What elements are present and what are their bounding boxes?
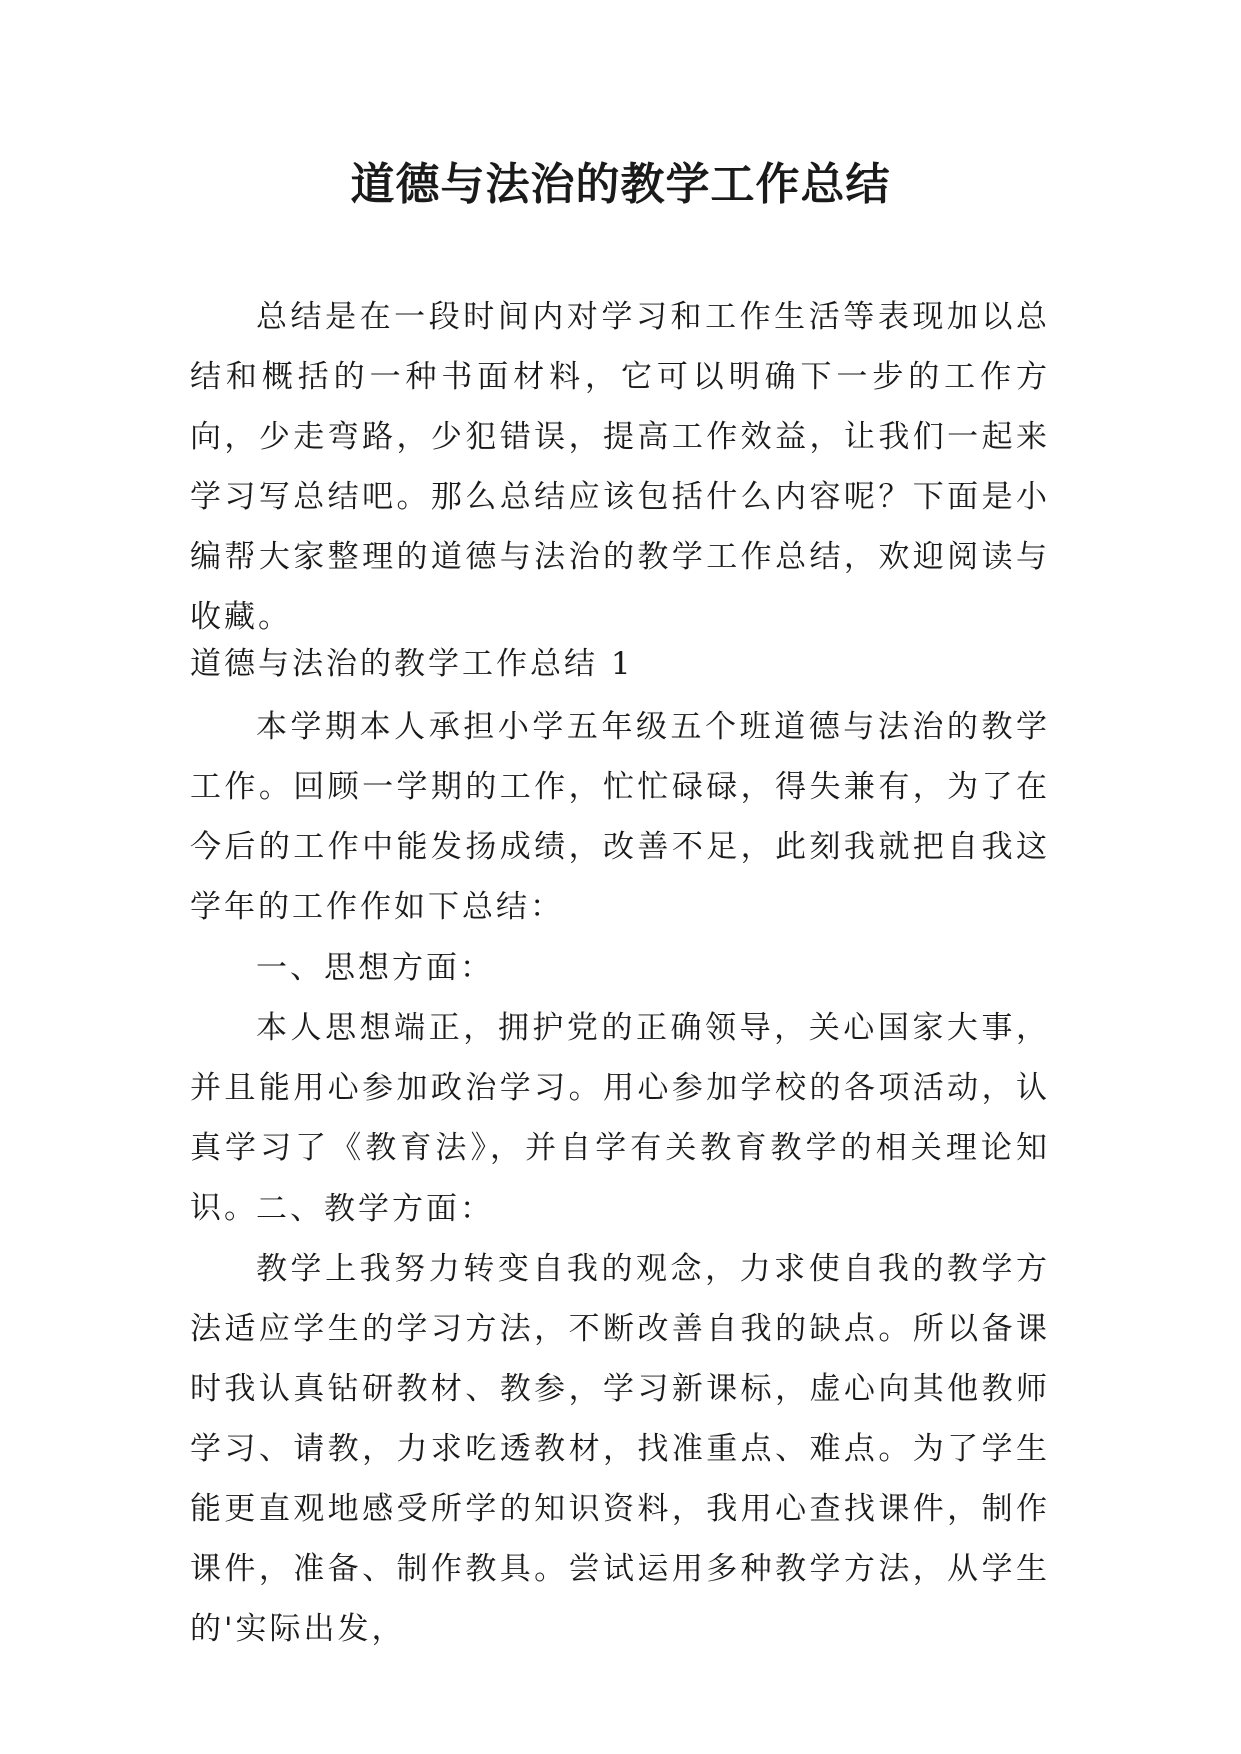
document-title: 道德与法治的教学工作总结 <box>350 159 891 210</box>
paragraph-3: 教学上我努力转变自我的观念，力求使自我的教学方法适应学生的学习方法，不断改善自我的缺点。所以备课时我认真钻研教材、教参，学习新课标，虚心向其他教师学习、请教，力求吃透教材，找准重点、难点。为了学生能更直观地感受所学的知识资料，我用心查找课件，制作课件，准备、制作教具。尝试运用多种教学方法，从学生的'实际出发， <box>190 1251 1050 1647</box>
section-title: 道德与法治的教学工作总结 1 <box>190 646 634 682</box>
paragraph-1: 本学期本人承担小学五年级五个班道德与法治的教学工作。回顾一学期的工作，忙忙碌碌，得失兼有，为了在今后的工作中能发扬成绩，改善不足，此刻我就把自我这学年的工作作如下总结： <box>190 709 1050 925</box>
heading-teaching: 二、教学方面： <box>256 1191 494 1227</box>
heading-thought: 一、思想方面： <box>256 950 494 986</box>
intro-paragraph: 总结是在一段时间内对学习和工作生活等表现加以总结和概括的一种书面材料，它可以明确下一步的工作方向，少走弯路，少犯错误，提高工作效益，让我们一起来学习写总结吧。那么总结应该包括什么内容呢？下面是小编帮大家整理的道德与法治的教学工作总结，欢迎阅读与收藏。 <box>190 299 1050 635</box>
paragraph-2: 本人思想端正，拥护党的正确领导，关心国家大事，并且能用心参加政治学习。用心参加学校的各项活动，认真学习了《教育法》，并自学有关教育教学的相关理论知识。 <box>190 1010 1050 1226</box>
